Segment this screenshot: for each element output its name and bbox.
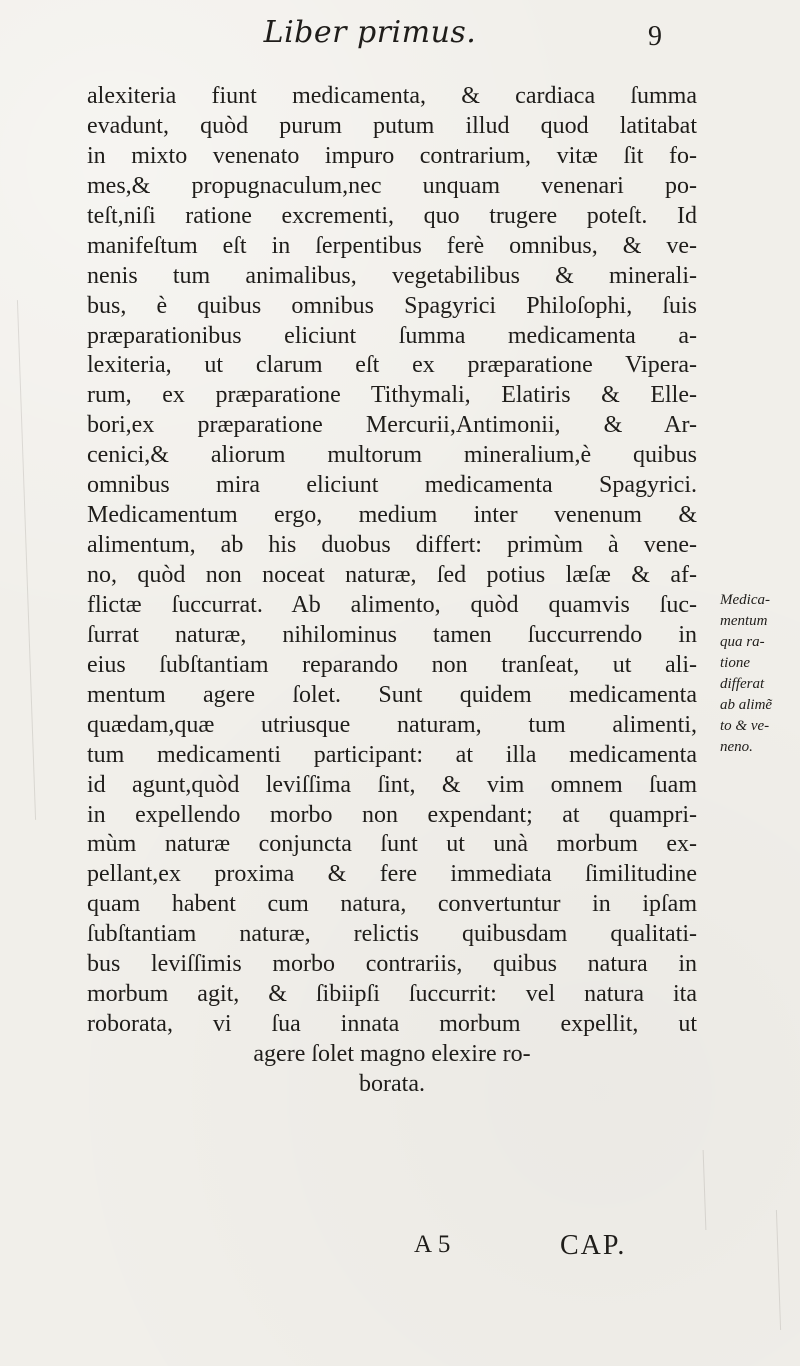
text-line: roborata, vi ſua innata morbum expellit, ut xyxy=(87,1011,697,1038)
page-footer xyxy=(0,1232,800,1272)
page-number: 9 xyxy=(648,21,662,52)
text-line: no, quòd non noceat naturæ, ſed potius læſæ & af- xyxy=(87,562,697,588)
text-line: pellant,ex proxima & fere immediata ſimilitudine xyxy=(87,861,697,888)
text-line: bus, è quibus omnibus Spagyrici Philoſophi, ſuis xyxy=(87,292,697,319)
marginal-note-line: tione xyxy=(720,655,750,671)
marginal-note-line: Medica- xyxy=(720,592,770,608)
text-line: quam habent cum natura, convertuntur in ipſam xyxy=(87,891,697,918)
text-line: eius ſubſtantiam reparando non tranſeat, ut ali- xyxy=(87,651,697,678)
text-line: bori,ex præparatione Mercurii,Antimonii, & Ar- xyxy=(87,412,697,439)
marginal-note-line: mentum xyxy=(720,613,768,629)
text-line: quædam,quæ utriusque naturam, tum alimenti, xyxy=(87,711,697,738)
text-line: teſt,niſi ratione excrementi, quo trugere poteſt. Id xyxy=(87,202,697,229)
marginal-note-line: ab alimẽ xyxy=(720,697,773,713)
paper-stain xyxy=(17,300,36,820)
text-line: tum medicamenti participant: at illa medicamenta xyxy=(87,741,697,768)
text-line: bus leviſſimis morbo contrariis, quibus natura in xyxy=(87,951,697,978)
marginal-note-line: neno. xyxy=(720,739,753,755)
paper-stain xyxy=(703,1150,707,1230)
text-line: præparationibus eliciunt ſumma medicamenta a- xyxy=(87,322,697,349)
text-line: mes,& propugnaculum,nec unquam venenari po- xyxy=(87,172,697,199)
text-line: ſubſtantiam naturæ, relictis quibusdam qualitati- xyxy=(87,921,697,948)
marginal-note-line: to & ve- xyxy=(720,718,770,734)
text-line: in expellendo morbo non expendant; at quampri- xyxy=(87,801,697,828)
text-line: manifeſtum eſt in ſerpentibus ferè omnibus, & ve- xyxy=(87,232,697,259)
text-line: alexiteria fiunt medicamenta, & cardiaca ſumma xyxy=(87,83,697,109)
text-line: borata. xyxy=(359,1070,425,1097)
page-header xyxy=(0,15,800,58)
text-line: id agunt,quòd leviſſima ſint, & vim omnem ſuam xyxy=(87,771,697,798)
text-line: agere ſolet magno elexire ro- xyxy=(253,1041,531,1067)
marginal-note xyxy=(720,590,798,758)
text-line: Medicamentum ergo, medium inter venenum & xyxy=(87,502,697,529)
text-line: omnibus mira eliciunt medicamenta Spagyrici. xyxy=(87,472,697,499)
marginal-note-line: differat xyxy=(720,676,765,692)
text-line: lexiteria, ut clarum eſt ex præparatione Vipera- xyxy=(87,352,697,379)
marginal-note-line: qua ra- xyxy=(720,634,765,650)
text-line: rum, ex præparatione Tithymali, Elatiris & Elle- xyxy=(87,382,697,409)
printer-signature: A 5 xyxy=(414,1231,451,1258)
text-line: alimentum, ab his duobus differt: primùm à vene- xyxy=(87,532,697,559)
text-line: mùm naturæ conjuncta ſunt ut unà morbum ex- xyxy=(87,831,697,858)
running-title: Liber primus. xyxy=(263,15,477,50)
text-line: ſurrat naturæ, nihilominus tamen ſuccurrendo in xyxy=(87,621,697,648)
text-line: nenis tum animalibus, vegetabilibus & minerali- xyxy=(87,262,697,289)
main-text xyxy=(87,82,697,1100)
catchword: CAP. xyxy=(560,1230,627,1261)
text-line: mentum agere ſolet. Sunt quidem medicamenta xyxy=(87,681,697,708)
text-line: flictæ ſuccurrat. Ab alimento, quòd quamvis ſuc- xyxy=(87,591,697,618)
text-line: cenici,& aliorum multorum mineralium,è quibus xyxy=(87,442,697,469)
text-line: evadunt, quòd purum putum illud quod latitabat xyxy=(87,112,697,139)
text-line: in mixto venenato impuro contrarium, vitæ ſit fo- xyxy=(87,142,697,169)
text-line: morbum agit, & ſibiipſi ſuccurrit: vel natura ita xyxy=(87,981,697,1008)
